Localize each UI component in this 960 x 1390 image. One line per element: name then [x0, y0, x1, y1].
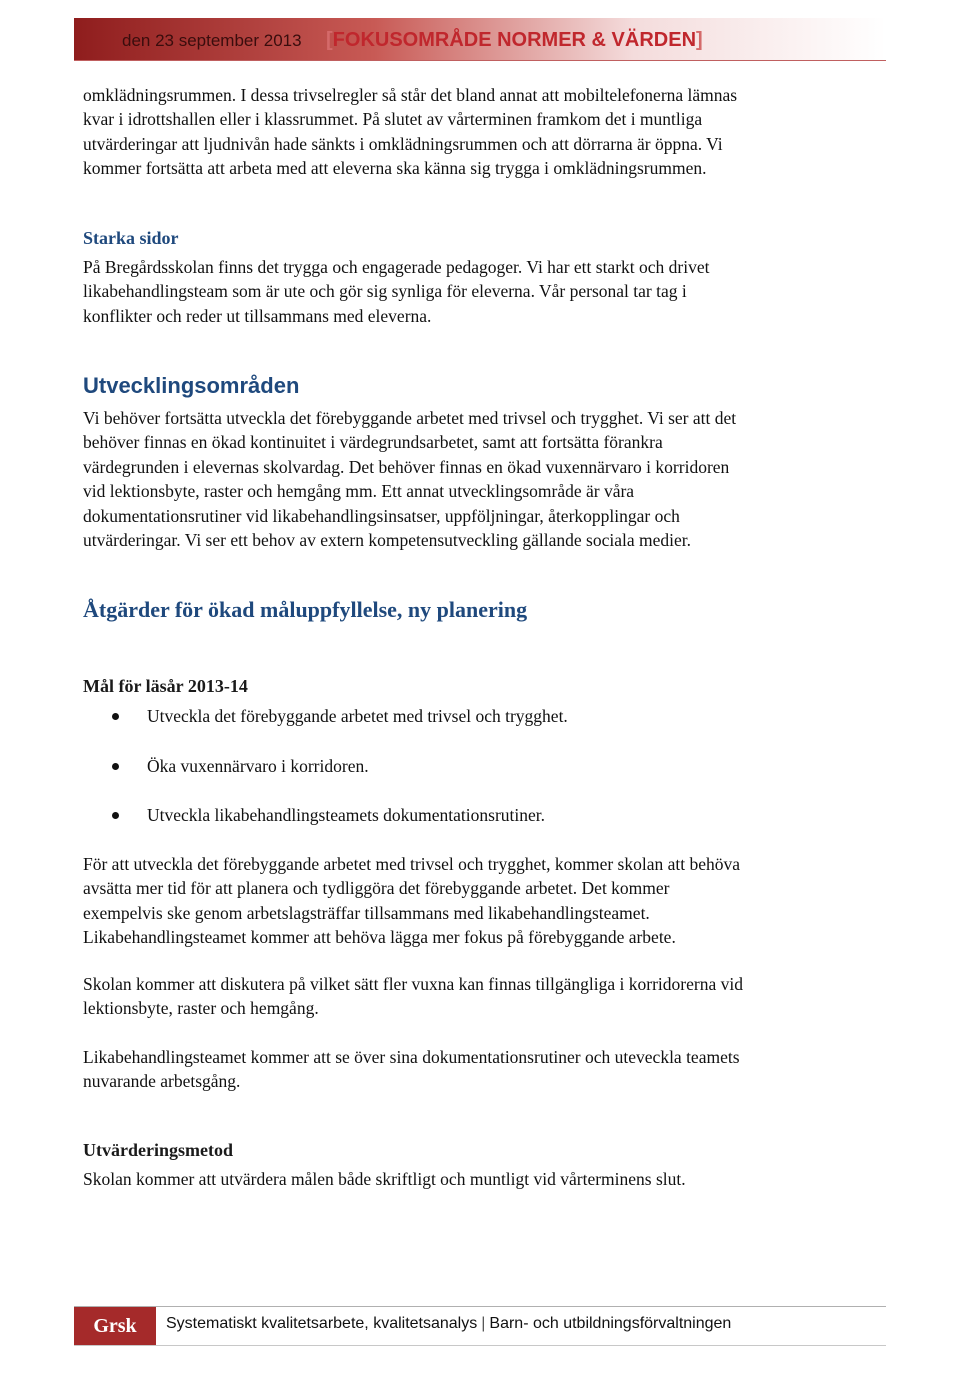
development-section: [83, 372, 883, 400]
intro-line: utvärderingar att ljudnivån hade sänkts i omklädningsrummen och att dörrarna är öppna. Vi: [83, 133, 723, 154]
development-heading: Utvecklingsområden: [83, 373, 300, 398]
footer-text-right: Barn- och utbildningsförvaltningen: [489, 1315, 732, 1332]
plan-line: Likabehandlingsteamet kommer att se över sina dokumentationsrutiner och uteveckla teamets: [83, 1047, 740, 1067]
footer-rule: [74, 1306, 886, 1307]
plan-paragraph-1: [83, 852, 883, 950]
header-rule: [74, 60, 886, 61]
plan-line: avsätta mer tid för att planera och tydliggöra det förebyggande arbetet. Det kommer: [83, 878, 670, 899]
bullet-icon: [112, 713, 119, 720]
goals-heading: Mål för läsår 2013-14: [83, 676, 248, 696]
strengths-line: På Bregårdsskolan finns det trygga och engagerade pedagoger. Vi har ett starkt och drivet: [83, 257, 710, 277]
evaluation-paragraph: [83, 1167, 883, 1191]
plan-line: nuvarande arbetsgång.: [83, 1071, 241, 1092]
intro-paragraph: [83, 83, 883, 181]
plan-paragraph-3: [83, 1045, 883, 1094]
strengths-line: likabehandlingsteam som är ute och gör sig synliga för eleverna. Vår personal tar tag i: [83, 281, 687, 302]
plan-line: För att utveckla det förebyggande arbetet med trivsel och trygghet, kommer skolan att behöva: [83, 854, 741, 874]
plan-paragraph-2: [83, 972, 883, 1021]
development-line: Vi behöver fortsätta utveckla det förebyggande arbetet med trivsel och trygghet. Vi ser att det: [83, 408, 737, 428]
strengths-heading: Starka sidor: [83, 228, 179, 248]
footer-text-left: Systematiskt kvalitetsarbete, kvalitetsanalys: [166, 1315, 478, 1332]
header-bracket-close: ]: [696, 29, 703, 51]
header-topic-text: FOKUSOMRÅDE NORMER & VÄRDEN: [332, 29, 697, 51]
evaluation-text: Skolan kommer att utvärdera målen både skriftligt och muntligt vid vårterminens slut.: [83, 1169, 686, 1189]
plan-line: exempelvis ske genom arbetslagsträffar tillsammans med likabehandlingsteamet.: [83, 902, 650, 923]
development-line: vid lektionsbyte, raster och hemgång mm. Ett annat utvecklingsområde är våra: [83, 481, 635, 502]
development-paragraph: [83, 406, 883, 552]
bullet-icon: [112, 812, 119, 819]
header-topic: [326, 29, 703, 52]
footer-logo: Grsk: [74, 1307, 156, 1345]
development-line: värdegrunden i elevernas skolvardag. Det behöver finnas en ökad vuxennärvaro i korridoren: [83, 456, 730, 477]
evaluation-heading: Utvärderingsmetod: [83, 1140, 233, 1160]
plan-line: Likabehandlingsteamet kommer att behöva lägga mer fokus på förebyggande arbete.: [83, 927, 676, 948]
bullet-icon: [112, 763, 119, 770]
footer-rule-bottom: [74, 1345, 886, 1346]
development-line: behöver finnas en ökad kontinuitet i värdegrundsarbetet, samt att fortsätta förankra: [83, 432, 663, 453]
strengths-line: konflikter och reder ut tillsammans med eleverna.: [83, 305, 432, 326]
development-line: utvärderingar. Vi ser ett behov av extern kompetensutveckling gällande sociala medier.: [83, 530, 692, 551]
evaluation-section: [83, 1138, 883, 1162]
plan-line: Skolan kommer att diskutera på vilket sätt fler vuxna kan finnas tillgängliga i korridorerna vid: [83, 974, 743, 994]
header-date: den 23 september 2013: [122, 31, 302, 50]
development-line: dokumentationsrutiner vid likabehandlingsinsatser, uppföljningar, återkopplingar och: [83, 505, 680, 526]
strengths-paragraph: [83, 255, 883, 328]
footer-separator: |: [481, 1315, 486, 1332]
measures-heading: Åtgärder för ökad måluppfyllelse, ny planering: [83, 597, 528, 622]
intro-line: kvar i idrottshallen eller i klassrummet. På slutet av vårterminen framkom det i muntliga: [83, 109, 703, 130]
plan-line: lektionsbyte, raster och hemgång.: [83, 998, 319, 1019]
intro-line: kommer fortsätta att arbeta med att eleverna ska känna sig trygga i omklädningsrummen.: [83, 158, 707, 179]
measures-section: [83, 596, 883, 624]
goal-item-text: Öka vuxennärvaro i korridoren.: [147, 756, 369, 776]
goals-section: [83, 674, 883, 698]
intro-line: omklädningsrummen. I dessa trivselregler så står det bland annat att mobiltelefonerna lämnas: [83, 85, 738, 105]
footer-text: [166, 1315, 731, 1333]
goal-item-text: Utveckla likabehandlingsteamets dokumentationsrutiner.: [147, 805, 546, 825]
strengths-section: [83, 226, 883, 250]
goal-item-text: Utveckla det förebyggande arbetet med trivsel och trygghet.: [147, 706, 568, 726]
header-bracket-open: [: [326, 29, 333, 51]
